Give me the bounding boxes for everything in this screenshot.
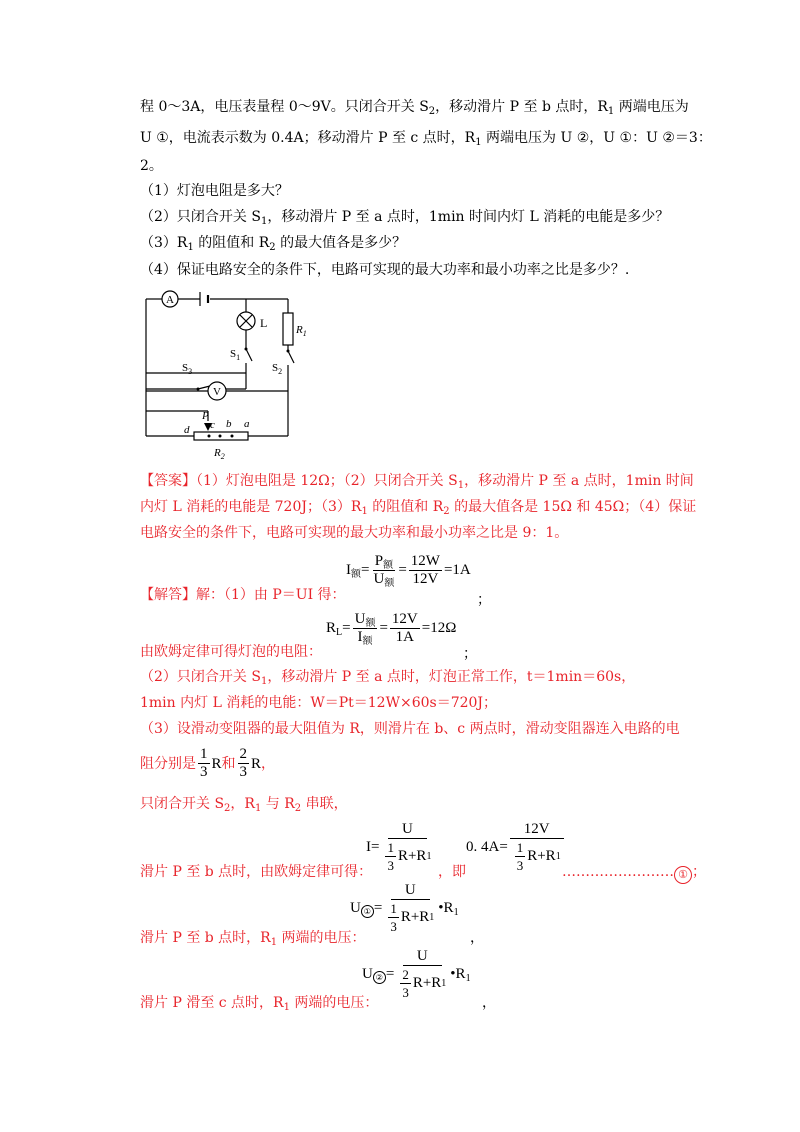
formula-1-end: ； (477, 592, 491, 608)
solution-line-9: 滑片 P 至 b 点时，$R_1$ 两端的电压： (140, 930, 366, 948)
voltmeter-label: V (213, 386, 221, 398)
equation-1-marker: …………………… ① ； (562, 862, 706, 884)
question-1: （1）灯泡电阻是多大？ (140, 183, 289, 199)
r2-label: $R_2$ (214, 447, 225, 461)
formula-ohm-b: I= U $\frac{1}{3}$ R+R 1 (366, 821, 432, 873)
solution-line-1: 【解答】解：（1）由 P＝UI 得： (140, 587, 346, 603)
solution-line-2: 由欧姆定律可得灯泡的电阻： (140, 644, 322, 660)
question-2: （2）只闭合开关 $S_1$，移动滑片 P 至 a 点时，1min 时间内灯 L 消耗的电能是多少？ (140, 209, 670, 227)
formula-u2: U ② = U $\frac{2}{3}$ R+R 1 $•R_1$ (362, 948, 471, 1000)
solution-line-3: （2）只闭合开关 $S_1$，移动滑片 P 至 a 点时，灯泡正常工作，t＝1min＝60s， (140, 669, 636, 687)
answer-line-2: 内灯 L 消耗的电能是 720J；$(3)R_1$ 的阻值和 $R_2$ 的最大值各是 15Ω 和 45Ω；（4）保证 (140, 499, 697, 517)
formula-ohm-b-values: 0. 4A= 12V $\frac{1}{3}$ R+R 1 (466, 821, 566, 874)
b-label: b (226, 418, 232, 430)
question-3: $(3)R_1$ 的阻值和 $R_2$ 的最大值各是多少？ (140, 235, 407, 253)
solution-line-7: 只闭合开关 $S_2$，$R_1$ 与 $R_2$ 串联， (140, 796, 348, 814)
switch-s1-blade (246, 349, 252, 361)
a-label: a (244, 418, 250, 430)
d-label: d (184, 424, 190, 436)
formula-current: $I_额$ = $\frac{P_额}{U_额}$ = $\frac{12W}{12V}$ =1A (346, 553, 471, 589)
formula-5-end: ， (470, 930, 484, 946)
s3-label: $S_3$ (182, 362, 193, 376)
solution-tag: 【解答】 (140, 587, 196, 603)
answer-tag: 【答案】 (140, 473, 196, 489)
circuit-diagram (138, 285, 307, 461)
solution-line-8: 滑片 P 至 b 点时，由欧姆定律可得： (140, 864, 373, 880)
switch-s2-blade (288, 351, 294, 363)
resistor-r1 (283, 313, 293, 345)
r1-label: $R_1$ (296, 324, 307, 338)
formula-resistance: $R_L$ = $\frac{U_额}{I_额}$ = $\frac{12V}{1A}$ =12Ω (326, 611, 457, 647)
answer-line-1: 【答案】（1）灯泡电阻是 12Ω；（2）只闭合开关 $S_1$，移动滑片 P 至 a 点时，1min 时间 (140, 473, 694, 491)
solution-line-10: 滑片 P 滑至 c 点时，$R_1$ 两端的电压： (140, 995, 379, 1013)
formula-u1: U ① = U $\frac{1}{3}$ R+R 1 $•R_1$ (350, 882, 459, 934)
s2-label: $S_2$ (272, 362, 283, 376)
s1-label: $S_1$ (230, 348, 241, 362)
problem-line-2: U ①，电流表示数为 0.4A；移动滑片 P 至 c 点时，$R_1$ 两端电压为 U ②，U ①：U ②＝3： (140, 130, 712, 148)
problem-line-3: 2。 (140, 158, 163, 174)
ammeter-label: A (166, 294, 174, 306)
formula-6-end: ， (482, 995, 496, 1011)
solution-line-4: 1min 内灯 L 消耗的电能：W＝Pt＝12W×60s＝720J； (140, 695, 498, 711)
c-label: c (210, 419, 215, 431)
p-label: P (202, 410, 209, 422)
formula-3-mid: ，即 (438, 864, 466, 880)
solution-line-6: 阻分别是 $\frac{1}{3}$ R 和 $\frac{2}{3}$ R ， (140, 746, 276, 780)
formula-2-end: ； (463, 646, 477, 662)
question-4: （4）保证电路安全的条件下，电路可实现的最大功率和最小功率之比是多少？. (140, 262, 630, 278)
lamp-label: L (260, 316, 268, 330)
problem-line-1: 程 0～3A，电压表量程 0～9V。只闭合开关 $S_2$，移动滑片 P 至 b 点时，$R_1$ 两端电压为 (140, 99, 689, 117)
answer-line-3: 电路安全的条件下，电路可实现的最大功率和最小功率之比是 9：1。 (140, 525, 569, 541)
solution-line-5: （3）设滑动变阻器的最大阻值为 R，则滑片在 b、c 两点时，滑动变阻器连入电路的电 (140, 721, 680, 737)
